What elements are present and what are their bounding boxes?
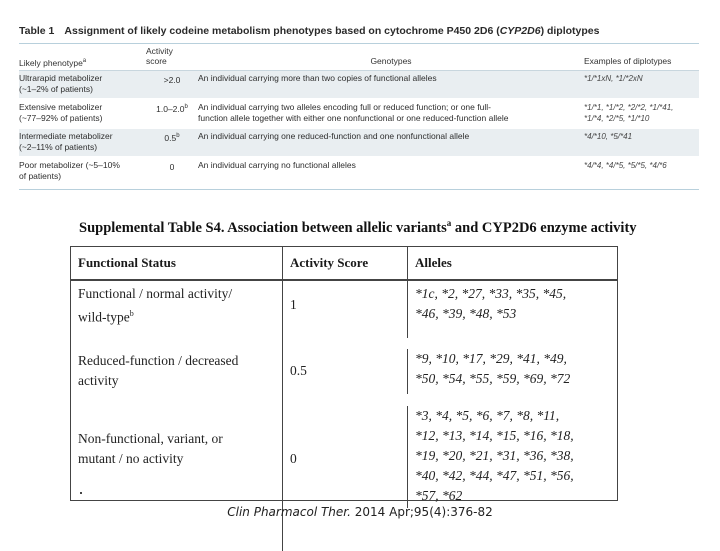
examples-cell: *1/*1xN, *1/*2xN [584,74,643,83]
phenotype-cell: Poor metabolizer (~5–10% of patients) [19,160,120,181]
score-cell: 1.0–2.0$^b$ [156,103,188,114]
examples-cell: *4/*10, *5/*41 [584,132,633,141]
citation: Clin Pharmacol Ther. 2014 Apr;95(4):376-82 [227,505,493,519]
examples-cell: *4/*4, *4/*5, *5/*5, *4/*6 [584,161,667,170]
header-activity-score: Activity score [146,46,173,66]
table-row [19,71,699,98]
genotype-cell: An individual carrying more than two copies of functional alleles [198,73,437,83]
s4-header [71,246,617,281]
alleles-cell: *3, *4, *5, *6, *7, *8, *11, *12, *13, *14, *15, *16, *18, *19, *20, *21, *31, *36, *38, *40, *42, *44, *47, *51, *56, *57, *62 [407,406,615,508]
s4-table [70,246,618,501]
phenotype-cell: Extensive metabolizer (~77–92% of patients) [19,102,103,123]
header-functional-status: Functional Status [78,255,176,270]
score-cell: 1 [282,281,407,349]
table-row [71,349,617,406]
table-1-header [19,44,699,71]
supplemental-table-s4 [70,218,670,503]
header-phenotype: Likely phenotype$^a$ [19,57,87,68]
table-row [71,281,617,349]
genotype-cell: An individual carrying no functional alleles [198,160,356,170]
phenotype-cell: Ultrarapid metabolizer (~1–2% of patients) [19,73,103,94]
score-cell: 0.5 [282,349,407,406]
genotype-cell: An individual carrying one reduced-function and one nonfunctional allele [198,131,470,141]
alleles-cell: *1c, *2, *27, *33, *35, *45, *46, *39, *48, *53 [407,281,615,338]
header-activity-score: Activity Score [282,247,407,279]
score-cell: 0.5$^b$ [164,132,180,143]
table-row [19,98,699,129]
status-cell: Reduced-function / decreased activity [78,353,239,388]
alleles-cell: *9, *10, *17, *29, *41, *49, *50, *54, *55, *59, *69, *72 [407,349,615,394]
s4-title: Supplemental Table S4. Association between allelic variants$^a$ and CYP2D6 enzyme activity [79,218,637,236]
header-alleles: Alleles [407,247,615,279]
phenotype-cell: Intermediate metabolizer (~2–11% of patients) [19,131,113,152]
table-row [19,156,699,190]
status-cell: Non-functional, variant, or mutant / no activity [78,431,223,466]
score-cell: >2.0 [163,74,181,85]
score-cell: 0 [169,161,175,172]
genotype-cell: An individual carrying two alleles encoding full or reduced function; or one full- function allele together with either one nonfunctional or one reduced-function allele [198,102,509,123]
table-row [19,129,699,156]
score-cell: 0 [282,406,407,551]
header-examples: Examples of diplotypes [584,56,672,66]
header-genotypes: Genotypes [370,56,412,66]
table-1-label: Table 1 [19,25,55,37]
table-1 [19,25,699,190]
table-1-title-row [19,25,699,44]
table-row [71,406,617,551]
stray-mark [80,492,82,494]
examples-cell: *1/*1, *1/*2, *2/*2, *1/*41, *1/*4, *2/*5, *1/*10 [584,103,674,123]
status-cell: Functional / normal activity/ wild-type$^b$ [78,286,233,325]
table-1-title: Assignment of likely codeine metabolism phenotypes based on cytochrome P450 2D6 (CYP2D6) diplotypes [64,25,600,37]
